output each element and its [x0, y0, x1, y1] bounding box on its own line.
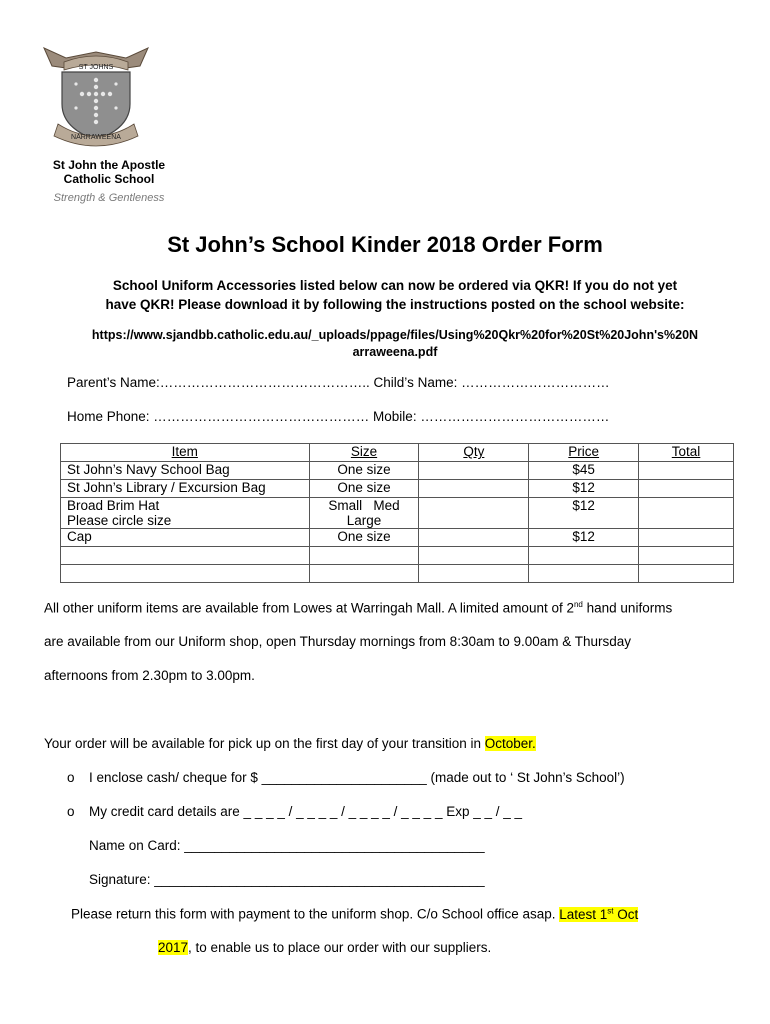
return-text: Please return this form with payment to the uniform shop. C/o School office asap. — [71, 906, 560, 922]
checkbox-bullet[interactable]: o — [67, 804, 75, 819]
order-table — [60, 443, 734, 583]
size-option-large[interactable]: Large — [346, 513, 382, 528]
cash-payment-text[interactable]: I enclose cash/ cheque for $ ______________________ (made out to ‘ St John’s School’) — [89, 770, 625, 785]
total-cell[interactable] — [639, 498, 734, 529]
intro-line2: have QKR! Please download it by following the instructions posted on the school website: — [105, 297, 685, 312]
return-instructions-line2 — [158, 940, 770, 955]
price-cell: $12 — [529, 529, 639, 547]
deadline-highlight — [559, 907, 638, 922]
header-size: Size — [309, 444, 419, 462]
qty-cell[interactable] — [419, 462, 529, 480]
table-row — [61, 462, 734, 480]
header-item: Item — [61, 444, 310, 462]
uniform-info-text: All other uniform items are available from Lowes at Warringah Mall. A limited amount of 2 — [44, 600, 574, 616]
deadline-ordinal: st — [607, 906, 614, 915]
crest-text-top: ST JOHNS — [78, 64, 114, 71]
price-cell[interactable] — [529, 547, 639, 565]
parent-child-name-field[interactable]: Parent’s Name:……………………………………….. Child’s Name: …………………………… — [67, 375, 610, 390]
total-cell[interactable] — [639, 565, 734, 583]
header-qty: Qty — [419, 444, 529, 462]
item-note: Please circle size — [67, 513, 172, 528]
qty-cell[interactable] — [419, 529, 529, 547]
size-cell[interactable] — [309, 498, 419, 529]
item-cell: St John’s Library / Excursion Bag — [61, 480, 310, 498]
table-row — [61, 547, 734, 565]
name-on-card-field[interactable]: Name on Card: ________________________________________ — [89, 838, 485, 853]
uniform-info-line3: afternoons from 2.30pm to 3.00pm. — [44, 668, 255, 683]
deadline-year-highlight: 2017 — [158, 940, 189, 955]
price-cell: $12 — [529, 480, 639, 498]
item-cell[interactable] — [61, 547, 310, 565]
pickup-info — [44, 736, 744, 751]
intro-line1: School Uniform Accessories listed below can now be ordered via QKR! If you do not yet — [112, 278, 678, 293]
qty-cell[interactable] — [419, 565, 529, 583]
card-payment-option[interactable] — [67, 804, 767, 819]
uniform-info-line2: are available from our Uniform shop, open Thursday mornings from 8:30am to 9.00am & Thursday — [44, 634, 632, 649]
return-text-end: , to enable us to place our order with our suppliers. — [188, 940, 492, 955]
item-name: Broad Brim Hat — [67, 498, 160, 513]
intro-text — [60, 276, 730, 314]
table-row — [61, 498, 734, 529]
uniform-info-line1 — [44, 600, 744, 616]
size-cell[interactable] — [309, 547, 419, 565]
total-cell[interactable] — [639, 480, 734, 498]
total-cell[interactable] — [639, 462, 734, 480]
deadline-text: Latest 1 — [559, 906, 608, 922]
total-cell[interactable] — [639, 547, 734, 565]
qty-cell[interactable] — [419, 498, 529, 529]
url-line2[interactable]: arraweena.pdf — [352, 345, 438, 359]
table-row — [61, 480, 734, 498]
total-cell[interactable] — [639, 529, 734, 547]
price-cell: $12 — [529, 498, 639, 529]
item-cell: St John’s Navy School Bag — [61, 462, 310, 480]
school-name-line1: St John the Apostle — [52, 158, 166, 172]
item-cell — [61, 498, 310, 529]
table-row — [61, 529, 734, 547]
qty-cell[interactable] — [419, 547, 529, 565]
ordinal-suffix: nd — [573, 600, 583, 609]
uniform-info-text-end: hand uniforms — [582, 600, 673, 616]
size-cell[interactable] — [309, 565, 419, 583]
url-line1[interactable]: https://www.sjandbb.catholic.edu.au/_uploads/ppage/files/Using%20Qkr%20for%20St%20John's%20N — [91, 328, 699, 342]
phone-mobile-field[interactable]: Home Phone: ………………………………………… Mobile: …………………………………… — [67, 409, 610, 424]
table-header-row — [61, 444, 734, 462]
signature-field[interactable]: Signature: ____________________________________________ — [89, 872, 485, 887]
school-motto: Strength & Gentleness — [53, 192, 165, 204]
qty-cell[interactable] — [419, 480, 529, 498]
header-total: Total — [639, 444, 734, 462]
price-cell: $45 — [529, 462, 639, 480]
card-details-field[interactable]: My credit card details are _ _ _ _ / _ _ _ _ / _ _ _ _ / _ _ _ _ Exp _ _ / _ _ — [89, 804, 523, 819]
price-cell[interactable] — [529, 565, 639, 583]
size-cell: One size — [309, 462, 419, 480]
item-cell: Cap — [61, 529, 310, 547]
deadline-month: Oct — [613, 906, 639, 922]
page-title: St John’s School Kinder 2018 Order Form — [167, 232, 603, 257]
pickup-text: Your order will be available for pick up on the first day of your transition in — [44, 736, 485, 751]
crest-text-bottom: NARRAWEENA — [71, 134, 121, 141]
size-cell: One size — [309, 480, 419, 498]
pickup-month-highlight: October. — [484, 736, 536, 751]
cash-payment-option[interactable] — [67, 770, 767, 785]
table-row — [61, 565, 734, 583]
school-name-line2: Catholic School — [63, 172, 155, 186]
header-price: Price — [529, 444, 639, 462]
size-cell: One size — [309, 529, 419, 547]
school-crest-logo — [42, 44, 150, 148]
checkbox-bullet[interactable]: o — [67, 770, 75, 785]
school-name — [40, 158, 178, 186]
return-instructions-line1 — [71, 906, 770, 922]
instructions-url[interactable] — [60, 327, 730, 361]
item-cell[interactable] — [61, 565, 310, 583]
size-options[interactable]: Small Med — [328, 498, 400, 513]
